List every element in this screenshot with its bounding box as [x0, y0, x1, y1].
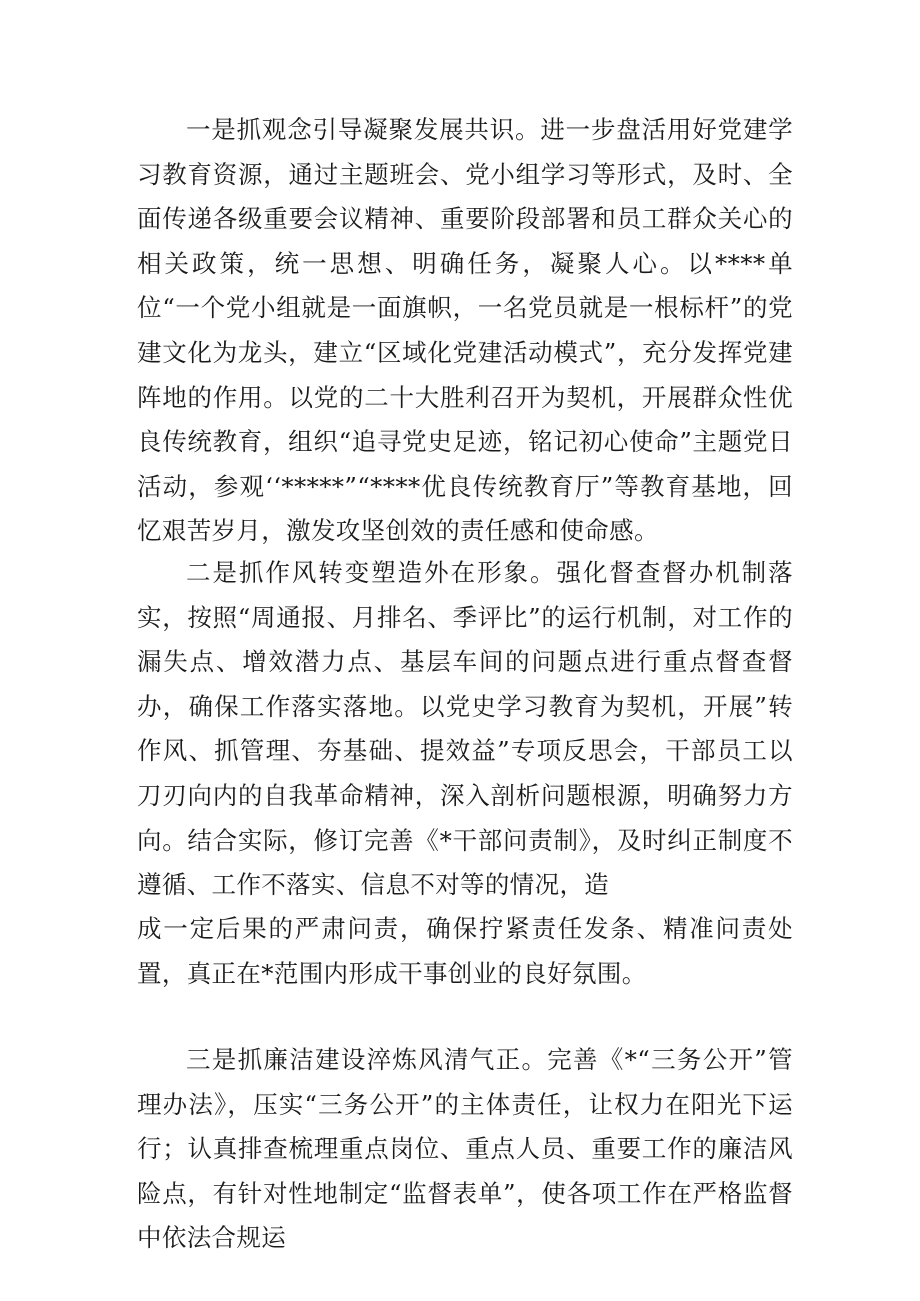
paragraph-concept-guidance: 一是抓观念引导凝聚发展共识。进一步盘活用好党建学习教育资源，通过主题班会、党小组学习等形式，及时、全面传递各级重要会议精神、重要阶段部署和员工群众关心的相关政策，统一思想、明确任务，凝聚人心。以****单位“一个党小组就是一面旗帜，一名党员就是一根标杆”的党建文化为龙头，建立“区域化党建活动模式”，充分发挥党建阵地的作用。以党的二十大胜利召开为契机，开展群众性优良传统教育，组织“追寻党史足迹，铭记初心使命”主题党日活动，参观‘‘*****”“****优良传统教育厅”等教育基地，回忆艰苦岁月，激发攻坚创效的责任感和使命感。 [137, 115, 793, 546]
paragraph-continuation: 成一定后果的严肃问责，确保拧紧责任发条、精准问责处置，真正在*范围内形成干事创业的良好氛围。 [137, 914, 793, 988]
paragraph-integrity-building: 三是抓廉洁建设淬炼风清气正。完善《*“三务公开”管理办法》，压实“三务公开”的主体责任，让权力在阳光下运行；认真排查梳理重点岗位、重点人员、重要工作的廉洁风险点，有针对性地制定“监督表单”，使各项工作在严格监督中依法合规运 [137, 1045, 793, 1253]
paragraph-work-style: 二是抓作风转变塑造外在形象。强化督查督办机制落实，按照“周通报、月排名、季评比”的运行机制，对工作的漏失点、增效潜力点、基层车间的问题点进行重点督查督办，确保工作落实落地。以党史学习教育为契机，开展”转作风、抓管理、夯基础、提效益”专项反思会，干部员工以刀刃向内的自我革命精神，深入剖析问题根源，明确努力方向。结合实际，修订完善《*干部问责制》，及时纠正制度不遵循、工作不落实、信息不对等的情况，造 [137, 558, 793, 900]
